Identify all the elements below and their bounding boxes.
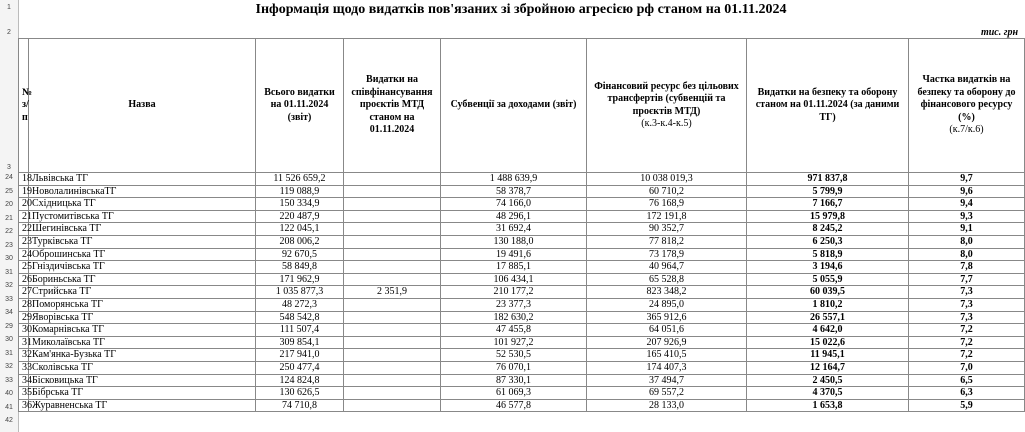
cell-name[interactable]: Львівська ТГ [29,173,256,186]
cell-cofinance[interactable] [344,361,441,374]
cell-subventions[interactable]: 23 377,3 [441,298,587,311]
table-row [19,324,1025,337]
cell-defense[interactable]: 60 039,5 [747,286,909,299]
table-row [19,198,1025,211]
cell-total[interactable]: 1 035 877,3 [256,286,344,299]
row-number[interactable]: 20 [5,201,13,208]
table-row [19,349,1025,362]
cell-subventions[interactable]: 76 070,1 [441,361,587,374]
cell-cofinance[interactable] [344,399,441,412]
cell-share[interactable]: 9,7 [909,173,1025,186]
row-number[interactable]: 29 [5,322,13,330]
cell-share[interactable]: 7,2 [909,324,1025,337]
table-row [19,261,1025,274]
cell-resource[interactable]: 28 133,0 [587,399,747,412]
cell-no[interactable]: 24 [19,248,29,261]
row-number[interactable]: 21 [5,214,13,222]
table-row [19,210,1025,223]
cell-resource[interactable]: 10 038 019,3 [587,173,747,186]
cell-resource[interactable]: 60 710,2 [587,185,747,198]
cell-subventions[interactable]: 74 166,0 [441,198,587,211]
cell-resource[interactable]: 69 557,2 [587,387,747,400]
cell-no[interactable]: 19 [19,185,29,198]
cell-defense[interactable]: 971 837,8 [747,173,909,186]
cell-share[interactable]: 7,2 [909,336,1025,349]
cell-total[interactable]: 150 334,9 [256,198,344,211]
cell-share[interactable]: 8,0 [909,248,1025,261]
column-header-name[interactable]: Назва [29,39,256,173]
cell-subventions[interactable]: 19 491,6 [441,248,587,261]
row-number[interactable]: 32 [5,363,13,370]
cell-name[interactable]: Бориньська ТГ [29,273,256,286]
cell-resource[interactable]: 174 407,3 [587,361,747,374]
table-row [19,173,1025,186]
expenditure-table [18,38,1025,412]
cell-name[interactable]: Кам'янка-Бузька ТГ [29,349,256,362]
table-row [19,298,1025,311]
cell-share[interactable]: 7,3 [909,311,1025,324]
cell-cofinance[interactable] [344,173,441,186]
cell-defense[interactable]: 7 166,7 [747,198,909,211]
cell-resource[interactable]: 24 895,0 [587,298,747,311]
cell-subventions[interactable]: 46 577,8 [441,399,587,412]
table-row [19,248,1025,261]
cell-share[interactable]: 7,3 [909,286,1025,299]
cell-defense[interactable]: 5 055,9 [747,273,909,286]
cell-no[interactable]: 22 [19,223,29,236]
cell-subventions[interactable]: 182 630,2 [441,311,587,324]
row-number[interactable]: 1 [7,4,11,11]
unit-label: тис. грн [980,27,1018,38]
page-title: Інформація щодо видатків пов'язаних зі збройною агресією рф станом на 01.11.2024 [255,2,787,17]
table-row [19,336,1025,349]
cell-name[interactable]: Східницька ТГ [29,198,256,211]
cell-subventions[interactable]: 106 434,1 [441,273,587,286]
cell-resource[interactable]: 823 348,2 [587,286,747,299]
cell-subventions[interactable]: 52 530,5 [441,349,587,362]
cell-no[interactable]: 21 [19,210,29,223]
cell-resource[interactable]: 207 926,9 [587,336,747,349]
cell-cofinance[interactable] [344,349,441,362]
cell-total[interactable]: 548 542,8 [256,311,344,324]
row-number[interactable]: 40 [5,390,13,397]
cell-total[interactable]: 124 824,8 [256,374,344,387]
row-number[interactable]: 3 [7,164,11,171]
table-row [19,223,1025,236]
row-number[interactable]: 22 [5,228,13,235]
column-header-no[interactable]: № з/п [19,39,29,173]
cell-cofinance[interactable] [344,324,441,337]
cell-cofinance[interactable] [344,210,441,223]
cell-total[interactable]: 119 088,9 [256,185,344,198]
cell-total[interactable]: 111 507,4 [256,324,344,337]
cell-total[interactable]: 92 670,5 [256,248,344,261]
cell-defense[interactable]: 2 450,5 [747,374,909,387]
cell-no[interactable]: 20 [19,198,29,211]
cell-subventions[interactable]: 101 927,2 [441,336,587,349]
cell-cofinance[interactable] [344,387,441,400]
row-number[interactable]: 33 [5,295,13,303]
cell-defense[interactable]: 11 945,1 [747,349,909,362]
cell-defense[interactable]: 4 370,5 [747,387,909,400]
cell-no[interactable]: 32 [19,349,29,362]
cell-cofinance[interactable] [344,235,441,248]
column-header-share-label: Частка видатків на безпеку та оборону до фінансового ресурсу (%) [917,74,1016,123]
cell-defense[interactable]: 5 818,9 [747,248,909,261]
table-row [19,374,1025,387]
cell-subventions[interactable]: 1 488 639,9 [441,173,587,186]
cell-cofinance[interactable] [344,336,441,349]
cell-cofinance[interactable] [344,261,441,274]
cell-defense[interactable]: 3 194,6 [747,261,909,274]
cell-subventions[interactable]: 48 296,1 [441,210,587,223]
table-row [19,235,1025,248]
cell-subventions[interactable]: 130 188,0 [441,235,587,248]
cell-resource[interactable]: 165 410,5 [587,349,747,362]
cell-share[interactable]: 7,7 [909,273,1025,286]
cell-total[interactable]: 48 272,3 [256,298,344,311]
cell-cofinance[interactable] [344,248,441,261]
cell-name[interactable]: Гніздичівська ТГ [29,261,256,274]
cell-name[interactable]: Шегинівська ТГ [29,223,256,236]
cell-resource[interactable]: 40 964,7 [587,261,747,274]
cell-name[interactable]: Комарнівська ТГ [29,324,256,337]
cell-resource[interactable]: 73 178,9 [587,248,747,261]
cell-no[interactable]: 36 [19,399,29,412]
cell-resource[interactable]: 90 352,7 [587,223,747,236]
table-row [19,361,1025,374]
row-number[interactable]: 30 [5,336,13,343]
cell-total[interactable]: 122 045,1 [256,223,344,236]
cell-resource[interactable]: 77 818,2 [587,235,747,248]
cell-no[interactable]: 18 [19,173,29,186]
cell-no[interactable]: 27 [19,286,29,299]
row-number[interactable]: 25 [5,187,13,195]
row-number[interactable]: 42 [5,417,13,424]
cell-cofinance[interactable] [344,298,441,311]
column-header-subventions[interactable]: Субвенції за доходами (звіт) [441,39,587,173]
column-header-defense[interactable]: Видатки на безпеку та оборону станом на 01.11.2024 (за даними ТГ) [747,39,909,173]
table-row [19,311,1025,324]
cell-share[interactable]: 9,3 [909,210,1025,223]
column-header-total[interactable]: Всього видатки на 01.11.2024 (звіт) [256,39,344,173]
column-header-resource-label: Фінансовий ресурс без цільових трансфертів (субвенцій та проєктів МТД) [594,80,739,117]
cell-defense[interactable]: 26 557,1 [747,311,909,324]
table-row [19,387,1025,400]
cell-cofinance[interactable] [344,311,441,324]
cell-share[interactable]: 9,1 [909,223,1025,236]
cell-share[interactable]: 7,0 [909,361,1025,374]
cell-share[interactable]: 7,2 [909,349,1025,362]
cell-name[interactable]: Бібрська ТГ [29,387,256,400]
row-number[interactable]: 31 [5,268,13,276]
column-header-cofinance[interactable]: Видатки на співфінансування проєктів МТД станом на 01.11.2024 [344,39,441,173]
table-row [19,185,1025,198]
row-number[interactable]: 31 [5,349,13,357]
cell-resource[interactable]: 64 051,6 [587,324,747,337]
cell-no[interactable]: 26 [19,273,29,286]
cell-no[interactable]: 28 [19,298,29,311]
cell-name[interactable]: Оброшинська ТГ [29,248,256,261]
cell-total[interactable]: 208 006,2 [256,235,344,248]
cell-resource[interactable]: 172 191,8 [587,210,747,223]
column-header-share[interactable] [909,39,1025,173]
cell-total[interactable]: 130 626,5 [256,387,344,400]
row-number[interactable]: 33 [5,376,13,384]
cell-subventions[interactable]: 47 455,8 [441,324,587,337]
cell-no[interactable]: 34 [19,374,29,387]
cell-name[interactable]: НоволалинівськаТГ [29,185,256,198]
cell-total[interactable]: 309 854,1 [256,336,344,349]
cell-subventions[interactable]: 87 330,1 [441,374,587,387]
cell-subventions[interactable]: 58 378,7 [441,185,587,198]
cell-resource[interactable]: 65 528,8 [587,273,747,286]
cell-cofinance[interactable] [344,273,441,286]
row-number-gutter [0,0,19,432]
cell-defense[interactable]: 15 022,6 [747,336,909,349]
cell-total[interactable]: 74 710,8 [256,399,344,412]
row-number[interactable]: 34 [5,309,13,316]
cell-defense[interactable]: 1 653,8 [747,399,909,412]
cell-no[interactable]: 29 [19,311,29,324]
cell-name[interactable]: Сколівська ТГ [29,361,256,374]
cell-share[interactable]: 9,4 [909,198,1025,211]
cell-no[interactable]: 35 [19,387,29,400]
cell-cofinance[interactable] [344,198,441,211]
cell-defense[interactable]: 6 250,3 [747,235,909,248]
cell-total[interactable]: 220 487,9 [256,210,344,223]
cell-name[interactable]: Миколаївська ТГ [29,336,256,349]
cell-cofinance[interactable] [344,223,441,236]
cell-total[interactable]: 58 849,8 [256,261,344,274]
row-number[interactable]: 23 [5,241,13,249]
cell-subventions[interactable]: 210 177,2 [441,286,587,299]
cell-name[interactable]: Пустомитівська ТГ [29,210,256,223]
column-header-share-note: (к.7/к.6) [949,124,984,136]
cell-resource[interactable]: 76 168,9 [587,198,747,211]
cell-share[interactable]: 6,3 [909,387,1025,400]
cell-total[interactable]: 250 477,4 [256,361,344,374]
row-number[interactable]: 30 [5,255,13,262]
cell-no[interactable]: 25 [19,261,29,274]
cell-total[interactable]: 11 526 659,2 [256,173,344,186]
table-header-row [19,39,1025,173]
cell-subventions[interactable]: 61 069,3 [441,387,587,400]
cell-defense[interactable]: 15 979,8 [747,210,909,223]
cell-share[interactable]: 5,9 [909,399,1025,412]
cell-share[interactable]: 6,5 [909,374,1025,387]
cell-share[interactable]: 8,0 [909,235,1025,248]
cell-defense[interactable]: 8 245,2 [747,223,909,236]
cell-defense[interactable]: 4 642,0 [747,324,909,337]
cell-name[interactable]: Бісковицька ТГ [29,374,256,387]
cell-no[interactable]: 33 [19,361,29,374]
row-number[interactable]: 41 [5,403,13,411]
table-row [19,286,1025,299]
cell-no[interactable]: 23 [19,235,29,248]
cell-total[interactable]: 171 962,9 [256,273,344,286]
table-row [19,399,1025,412]
cell-share[interactable]: 7,3 [909,298,1025,311]
cell-name[interactable]: Журавненська ТГ [29,399,256,412]
cell-name[interactable]: Поморянська ТГ [29,298,256,311]
cell-no[interactable]: 31 [19,336,29,349]
row-number[interactable]: 2 [7,29,11,36]
cell-share[interactable]: 9,6 [909,185,1025,198]
cell-subventions[interactable]: 31 692,4 [441,223,587,236]
cell-total[interactable]: 217 941,0 [256,349,344,362]
cell-name[interactable]: Стрийська ТГ [29,286,256,299]
cell-defense[interactable]: 1 810,2 [747,298,909,311]
cell-resource[interactable]: 37 494,7 [587,374,747,387]
cell-cofinance[interactable] [344,374,441,387]
cell-resource[interactable]: 365 912,6 [587,311,747,324]
cell-name[interactable]: Турківська ТГ [29,235,256,248]
cell-defense[interactable]: 5 799,9 [747,185,909,198]
column-header-resource[interactable] [587,39,747,173]
cell-defense[interactable]: 12 164,7 [747,361,909,374]
row-number[interactable]: 24 [5,174,13,181]
row-number[interactable]: 32 [5,282,13,289]
cell-cofinance[interactable] [344,185,441,198]
cell-subventions[interactable]: 17 885,1 [441,261,587,274]
cell-share[interactable]: 7,8 [909,261,1025,274]
table-row [19,273,1025,286]
cell-name[interactable]: Яворівська ТГ [29,311,256,324]
cell-cofinance[interactable]: 2 351,9 [344,286,441,299]
cell-no[interactable]: 30 [19,324,29,337]
column-header-resource-note: (к.3-к.4-к.5) [641,118,692,129]
